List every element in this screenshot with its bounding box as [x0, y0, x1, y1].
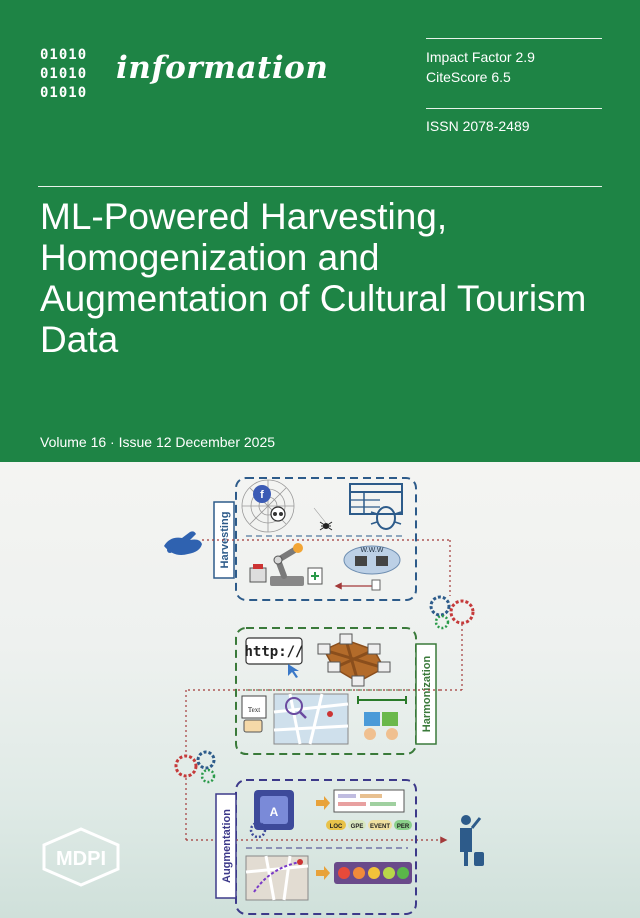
- harmonization-stage: [236, 628, 436, 754]
- text-document-icon: [242, 696, 266, 732]
- augmentation-label: Augmentation: [221, 809, 233, 883]
- publisher-name: MDPI: [56, 848, 106, 870]
- bug-icon: [371, 507, 401, 529]
- spider-icon: [314, 508, 332, 530]
- harmonization-label: Harmonization: [421, 655, 433, 733]
- url-bar-icon: [244, 638, 303, 664]
- harvesting-stage: [214, 478, 416, 600]
- divider: [426, 38, 602, 39]
- entity-tags: [326, 820, 412, 830]
- gears-icon: [431, 597, 473, 628]
- www-label: W.W.W: [360, 547, 384, 554]
- divider: [426, 108, 602, 109]
- traveler-icon: [460, 815, 484, 866]
- article-title: ML-Powered Harvesting, Homogenization and Augmentation of Cultural Tourism Data: [40, 196, 587, 360]
- medical-doc-icon: [308, 568, 322, 584]
- robot-arm-icon: [270, 543, 304, 586]
- printer-icon: [250, 564, 266, 582]
- http-label: http://: [244, 644, 304, 660]
- workflow-figure: [150, 468, 490, 918]
- tag-label: PER: [396, 824, 410, 830]
- network-icon: [318, 634, 390, 686]
- annotated-text-icon: [334, 790, 404, 812]
- binary-line: 01010: [40, 47, 88, 63]
- map-icon: [274, 694, 348, 744]
- divider: [38, 186, 602, 187]
- cursor-icon: [288, 664, 299, 678]
- harvesting-label: Harvesting: [219, 511, 231, 569]
- binary-line: 01010: [40, 66, 88, 82]
- facebook-icon: [253, 485, 271, 503]
- binary-line: 01010: [40, 85, 88, 101]
- journal-name: information: [116, 50, 329, 86]
- translate-icon: [251, 790, 294, 837]
- tag-label: EVENT: [369, 824, 391, 830]
- text-doc-label: Text: [247, 706, 261, 714]
- citescore: CiteScore 6.5: [426, 69, 511, 85]
- augmentation-stage: [216, 780, 416, 914]
- sentiment-faces-icon: [334, 862, 412, 884]
- tag-label: GPE: [350, 824, 364, 830]
- route-map-icon: [246, 856, 308, 900]
- svg-text:f: f: [260, 489, 264, 501]
- hand-icon: [164, 531, 202, 555]
- web-cloud-icon: [344, 546, 400, 574]
- puzzle-icon: [358, 696, 406, 740]
- impact-factor: Impact Factor 2.9: [426, 49, 535, 65]
- table-icon: [350, 484, 402, 514]
- mdpi-logo: [38, 827, 124, 887]
- arrow-right-icon: [316, 796, 330, 810]
- tag-label: LOC: [329, 824, 343, 830]
- svg-text:A: A: [269, 805, 279, 819]
- issn: ISSN 2078-2489: [426, 118, 530, 134]
- owl-icon: [271, 507, 285, 521]
- journal-logo-binary: [40, 46, 87, 103]
- arrow-right-icon: [316, 866, 330, 880]
- gears-icon: [176, 752, 214, 782]
- volume-issue: Volume 16 · Issue 12 December 2025: [40, 434, 276, 450]
